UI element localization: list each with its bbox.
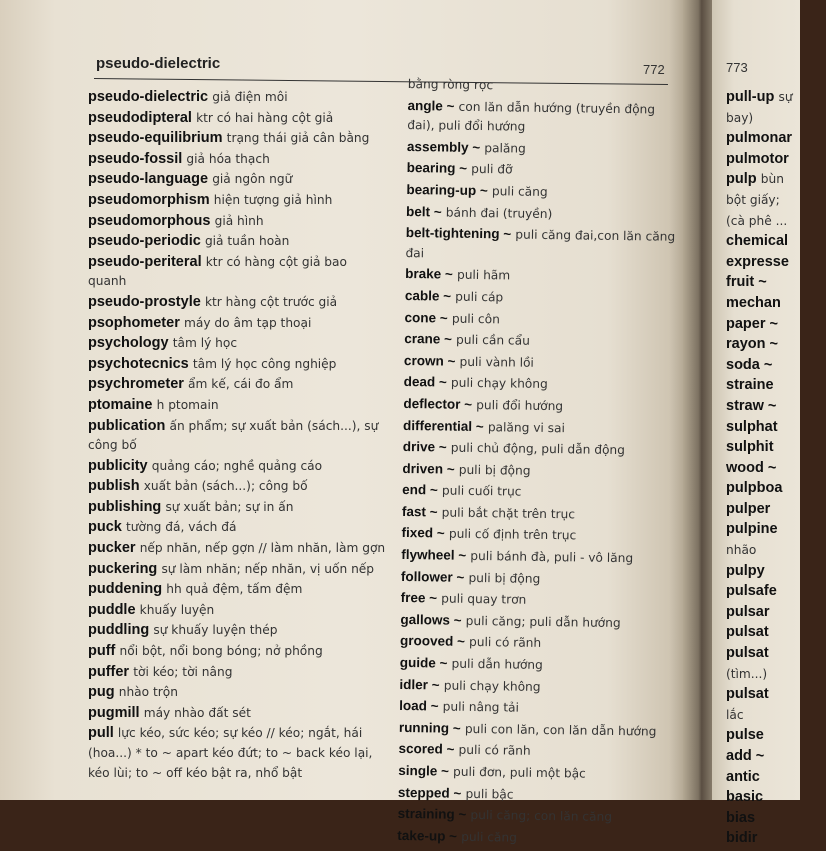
entry-definition: (tìm...) [726, 667, 767, 681]
entry-definition: puli chạy không [451, 376, 548, 391]
entry-headword: bidir [726, 830, 757, 846]
dictionary-entry [402, 502, 672, 526]
dictionary-entry [726, 232, 826, 252]
entry-headword: mechan [726, 295, 781, 311]
dictionary-entry [400, 653, 670, 677]
entry-definition: con lăn dẫn hướng (truyền động đai), puli đổi hướng [407, 99, 655, 134]
dictionary-entry [399, 675, 669, 699]
entry-definition: giả hình [215, 214, 264, 228]
entry-headword: scored ~ [398, 741, 454, 757]
entry-definition: bùn [761, 172, 784, 186]
entry-headword: straine [726, 377, 774, 393]
entry-definition: puli hãm [457, 268, 510, 283]
entry-definition: nổi bột, nổi bong bóng; nở phồng [120, 644, 323, 658]
dictionary-entry [726, 685, 826, 705]
entry-headword: pull [88, 725, 114, 741]
dictionary-entry [726, 397, 826, 417]
entry-headword: drive ~ [403, 439, 447, 455]
entry-definition: puli bậc [465, 786, 513, 801]
entry-headword: pulper [726, 501, 770, 517]
entry-definition: puli quay trơn [441, 592, 526, 607]
entry-headword: pulsar [726, 604, 770, 620]
dictionary-entry [399, 696, 669, 720]
entry-headword: wood ~ [726, 460, 776, 476]
dictionary-entry [398, 739, 668, 763]
entry-definition: trạng thái giả cân bằng [227, 131, 370, 145]
dictionary-entry [88, 129, 388, 149]
entry-definition: puli có rãnh [469, 635, 541, 650]
entry-headword: pugmill [88, 705, 140, 721]
dictionary-entry [726, 315, 826, 335]
entry-headword: puff [88, 643, 115, 659]
entry-headword: free ~ [401, 590, 438, 606]
dictionary-entry [88, 457, 388, 477]
dictionary-entry [726, 253, 826, 273]
dictionary-entry [407, 158, 677, 182]
entry-definition: bằng ròng rọc [408, 77, 493, 92]
entry-definition: palăng [484, 141, 526, 156]
entry-headword: cone ~ [405, 310, 448, 326]
entry-definition: (cà phê ... [726, 214, 787, 228]
entry-definition: puli đổi hướng [476, 398, 563, 413]
dictionary-entry [404, 329, 674, 353]
entry-headword: puddle [88, 602, 136, 618]
entry-headword: idler ~ [399, 677, 439, 693]
dictionary-entry [88, 375, 388, 395]
entry-headword: puddling [88, 622, 149, 638]
dictionary-entry [726, 356, 826, 376]
entry-definition: ấn phẩm; sự xuất bản (sách...), sự công bố [88, 419, 378, 453]
dictionary-entry [726, 747, 826, 767]
entry-headword: pseudo-equilibrium [88, 130, 223, 146]
entry-headword: puffer [88, 664, 129, 680]
entry-definition: puli căng [461, 830, 517, 845]
dictionary-entry [726, 541, 826, 561]
dictionary-entry [88, 109, 388, 129]
entry-headword: pseudo-fossil [88, 151, 182, 167]
entry-definition: nếp nhăn, nếp gợn // làm nhăn, làm gợn [140, 541, 385, 555]
dictionary-entry [726, 726, 826, 746]
dictionary-entry [403, 415, 673, 439]
entry-definition: h ptomain [157, 398, 219, 412]
dictionary-entry [88, 314, 388, 334]
dictionary-entry [88, 293, 388, 313]
entry-definition: puli đỡ [471, 162, 513, 177]
dictionary-entry [726, 88, 826, 108]
entry-headword: straining ~ [398, 806, 467, 822]
entry-headword: pulpine [726, 521, 778, 537]
entry-headword: crown ~ [404, 353, 456, 369]
dictionary-entry [726, 768, 826, 788]
entry-headword: antic [726, 769, 760, 785]
entry-definition: nhào trộn [119, 685, 178, 699]
entry-headword: pseudo-language [88, 171, 208, 187]
entry-headword: pseudo-prostyle [88, 294, 201, 310]
dictionary-entry [398, 783, 668, 807]
entry-headword: chemical [726, 233, 788, 249]
entry-headword: psychotecnics [88, 356, 189, 372]
entry-headword: pull-up [726, 89, 774, 105]
entry-definition: puli căng; puli dẫn hướng [466, 614, 621, 630]
entry-headword: puddening [88, 581, 162, 597]
dictionary-entry [404, 308, 674, 332]
entry-definition: puli căng [492, 184, 548, 199]
dictionary-entry [726, 623, 826, 643]
entry-definition: ktr hàng cột trước giả [205, 295, 337, 309]
entry-definition: ẩm kế, cái đo ẩm [188, 377, 293, 391]
entry-headword: gallows ~ [400, 612, 461, 628]
dictionary-entry [397, 826, 667, 850]
dictionary-entry [726, 170, 826, 190]
entry-definition: giả ngôn ngữ [212, 172, 292, 186]
dictionary-entry [402, 459, 672, 483]
entry-headword: pseudomorphous [88, 213, 210, 229]
dictionary-entry [400, 610, 670, 634]
entry-headword: publication [88, 418, 165, 434]
entry-definition: puli chủ động, puli dẫn động [451, 441, 625, 457]
entry-definition: puli con lăn, con lăn dẫn hướng [465, 722, 657, 739]
dictionary-entry [726, 212, 826, 232]
dictionary-entry [88, 724, 388, 783]
dictionary-entry [88, 191, 388, 211]
entry-headword: pulmotor [726, 151, 789, 167]
dictionary-entry [726, 418, 826, 438]
entry-headword: pseudo-dielectric [88, 89, 208, 105]
entry-headword: psophometer [88, 315, 180, 331]
entry-definition: giả điện môi [212, 90, 287, 104]
entry-definition: puli bị động [459, 462, 531, 477]
entry-headword: pulp [726, 171, 757, 187]
dictionary-entry [403, 394, 673, 418]
left-column [88, 88, 388, 784]
entry-headword: rayon ~ [726, 336, 778, 352]
entry-headword: pulpy [726, 563, 765, 579]
entry-headword: publicity [88, 458, 148, 474]
entry-definition: hh quả đệm, tấm đệm [166, 582, 302, 596]
page-number-right: 773 [726, 60, 748, 75]
entry-headword: publish [88, 478, 140, 494]
dictionary-entry [398, 804, 668, 828]
entry-definition: xuất bản (sách...); công bố [144, 479, 308, 493]
dictionary-entry [405, 286, 675, 310]
dictionary-entry [88, 334, 388, 354]
dictionary-entry [726, 706, 826, 726]
entry-headword: flywheel ~ [401, 547, 466, 563]
dictionary-entry [726, 500, 826, 520]
entry-headword: brake ~ [405, 266, 453, 282]
entry-headword: pulsafe [726, 583, 777, 599]
dictionary-entry [88, 560, 388, 580]
dictionary-entry [402, 480, 672, 504]
entry-headword: bearing ~ [407, 160, 468, 176]
entry-headword: assembly ~ [407, 139, 480, 155]
entry-headword: cable ~ [405, 288, 451, 304]
dictionary-entry [88, 539, 388, 559]
entry-definition: ktr có hai hàng cột giả [196, 111, 333, 125]
dictionary-entry [726, 644, 826, 664]
entry-headword: straw ~ [726, 398, 776, 414]
entry-definition: sự khuấy luyện thép [153, 623, 277, 637]
entry-headword: pulsat [726, 624, 769, 640]
entry-definition: puli côn [452, 311, 500, 326]
dictionary-entry [401, 523, 671, 547]
entry-headword: fixed ~ [401, 525, 444, 541]
entry-definition: máy nhào đất sét [144, 706, 251, 720]
entry-definition: lực kéo, sức kéo; sự kéo // kéo; ngắt, hái (hoa...) * to ~ apart kéo đứt; to ~ back kéo lại, kéo lùi; to ~ off kéo bật ra, nhổ bật [88, 726, 372, 779]
entry-definition: puli dẫn hướng [451, 657, 542, 672]
entry-headword: bias [726, 810, 755, 826]
dictionary-entry [88, 396, 388, 416]
entry-definition: puli chạy không [444, 678, 541, 693]
dictionary-entry [726, 582, 826, 602]
dictionary-entry [88, 232, 388, 252]
entry-headword: single ~ [398, 763, 449, 779]
dictionary-entry [726, 562, 826, 582]
dictionary-entry [88, 355, 388, 375]
dictionary-entry [726, 129, 826, 149]
dictionary-entry [407, 96, 678, 140]
entry-headword: differential ~ [403, 417, 484, 433]
entry-definition: khuấy luyện [140, 603, 215, 617]
entry-headword: pulmonar [726, 130, 792, 146]
dictionary-entry [726, 273, 826, 293]
entry-headword: follower ~ [401, 569, 465, 585]
dictionary-entry [88, 580, 388, 600]
dictionary-entry [88, 212, 388, 232]
dictionary-entry [88, 253, 388, 292]
entry-headword: psychology [88, 335, 169, 351]
entry-headword: publishing [88, 499, 161, 515]
page-number-left: 772 [643, 62, 665, 77]
entry-definition: bột giấy; [726, 193, 780, 207]
dictionary-entry [88, 704, 388, 724]
dictionary-entry [406, 202, 676, 226]
dictionary-entry [726, 829, 826, 849]
dictionary-entry [726, 150, 826, 170]
running-head: pseudo-dielectric [96, 55, 220, 72]
entry-headword: paper ~ [726, 316, 778, 332]
entry-definition: puli có rãnh [459, 743, 531, 758]
entry-headword: belt-tightening ~ [406, 225, 512, 241]
entry-definition: puli đơn, puli một bậc [453, 765, 586, 781]
dictionary-entry [88, 88, 388, 108]
entry-definition: giả tuần hoàn [205, 234, 289, 248]
entry-headword: grooved ~ [400, 633, 465, 649]
entry-headword: running ~ [399, 720, 461, 736]
entry-definition: quảng cáo; nghề quảng cáo [152, 459, 322, 473]
entry-definition: tâm lý học công nghiệp [193, 357, 337, 371]
entry-headword: expresse [726, 254, 789, 270]
dictionary-entry [404, 372, 674, 396]
entry-headword: angle ~ [407, 98, 454, 114]
entry-definition: hiện tượng giả hình [214, 193, 333, 207]
entry-headword: pseudo-periteral [88, 254, 202, 270]
entry-headword: driven ~ [402, 461, 454, 477]
entry-definition: tường đá, vách đá [126, 520, 236, 534]
entry-definition: sự xuất bản; sự in ấn [165, 500, 293, 514]
dictionary-entry [726, 788, 826, 808]
entry-definition: puli nâng tải [443, 700, 519, 715]
dictionary-entry [726, 191, 826, 211]
dictionary-entry [403, 437, 673, 461]
entry-headword: pulse [726, 727, 764, 743]
entry-definition: nhão [726, 543, 756, 557]
entry-definition: puli bắt chặt trên trục [442, 505, 576, 521]
entry-definition: puli bị động [468, 571, 540, 586]
entry-headword: fruit ~ [726, 274, 767, 290]
dictionary-entry [407, 137, 677, 161]
entry-headword: guide ~ [400, 655, 448, 671]
dictionary-entry [726, 109, 826, 129]
dictionary-entry [726, 294, 826, 314]
dictionary-entry [88, 642, 388, 662]
entry-definition: sự làm nhăn; nếp nhăn, vị uốn nếp [161, 562, 374, 576]
entry-headword: puck [88, 519, 122, 535]
dictionary-entry [405, 264, 675, 288]
entry-definition: giả hóa thạch [186, 152, 269, 166]
dictionary-entry [88, 663, 388, 683]
entry-definition: bánh đai (truyền) [446, 205, 553, 220]
dictionary-entry [88, 601, 388, 621]
entry-definition: puli vành lồi [459, 354, 534, 369]
entry-headword: crane ~ [404, 331, 452, 347]
dictionary-entry [398, 761, 668, 785]
entry-definition: ktr có hàng cột giả bao quanh [88, 255, 347, 289]
dictionary-entry [88, 150, 388, 170]
entry-definition: lắc [726, 708, 744, 722]
dictionary-entry [88, 518, 388, 538]
entry-headword: pucker [88, 540, 136, 556]
dictionary-entry [88, 170, 388, 190]
entry-definition: tời kéo; tời nâng [133, 665, 232, 679]
entry-headword: add ~ [726, 748, 764, 764]
entry-headword: ptomaine [88, 397, 152, 413]
entry-headword: fast ~ [402, 504, 438, 519]
entry-definition: puli căng đai,con lăn căng đai [405, 228, 675, 260]
dictionary-entry [88, 477, 388, 497]
entry-headword: load ~ [399, 698, 439, 714]
middle-column [397, 74, 678, 851]
entry-headword: pulsat [726, 686, 769, 702]
dictionary-entry [406, 180, 676, 204]
entry-headword: belt ~ [406, 204, 442, 219]
entry-headword: pseudodipteral [88, 110, 192, 126]
entry-definition: palăng vi sai [488, 420, 565, 435]
dictionary-entry [405, 223, 676, 267]
dictionary-entry [726, 665, 826, 685]
dictionary-entry [88, 498, 388, 518]
dictionary-entry [399, 718, 669, 742]
entry-headword: pseudo-periodic [88, 233, 201, 249]
entry-headword: sulphit [726, 439, 774, 455]
entry-headword: sulphat [726, 419, 778, 435]
dictionary-entry [401, 588, 671, 612]
dictionary-entry [408, 74, 678, 98]
dictionary-entry [88, 683, 388, 703]
dictionary-entry [726, 479, 826, 499]
entry-headword: pseudomorphism [88, 192, 210, 208]
dictionary-entry [726, 335, 826, 355]
dictionary-entry [726, 459, 826, 479]
right-column [726, 88, 826, 850]
entry-headword: dead ~ [404, 374, 447, 390]
entry-headword: basic [726, 789, 763, 805]
entry-definition: máy do âm tạp thoại [184, 316, 311, 330]
dictionary-entry [88, 621, 388, 641]
entry-headword: end ~ [402, 482, 438, 497]
entry-headword: pulsat [726, 645, 769, 661]
entry-definition: puli cuối trục [442, 484, 522, 499]
entry-definition: bay) [726, 111, 753, 125]
dictionary-entry [400, 631, 670, 655]
dictionary-entry [726, 603, 826, 623]
entry-headword: psychrometer [88, 376, 184, 392]
entry-definition: puli cáp [455, 290, 503, 305]
dictionary-entry [726, 809, 826, 829]
dictionary-entry [726, 376, 826, 396]
entry-headword: take-up ~ [397, 828, 457, 844]
dictionary-entry [726, 520, 826, 540]
entry-definition: puli cần cẩu [456, 333, 530, 348]
entry-headword: stepped ~ [398, 785, 462, 801]
dictionary-entry [401, 567, 671, 591]
entry-definition: puli cố định trên trục [449, 527, 577, 543]
entry-definition: puli căng; con lăn căng [470, 808, 612, 824]
dictionary-entry [404, 351, 674, 375]
entry-headword: deflector ~ [403, 396, 472, 412]
entry-definition: puli bánh đà, puli - vô lăng [470, 549, 633, 565]
entry-headword: bearing-up ~ [406, 182, 488, 198]
entry-headword: pulpboa [726, 480, 782, 496]
entry-definition: tâm lý học [173, 336, 237, 350]
dictionary-entry [88, 417, 388, 456]
right-page [712, 0, 800, 800]
entry-headword: soda ~ [726, 357, 772, 373]
entry-headword: pug [88, 684, 115, 700]
entry-headword: puckering [88, 561, 157, 577]
dictionary-entry [726, 438, 826, 458]
entry-definition: sự [778, 90, 792, 104]
dictionary-entry [401, 545, 671, 569]
